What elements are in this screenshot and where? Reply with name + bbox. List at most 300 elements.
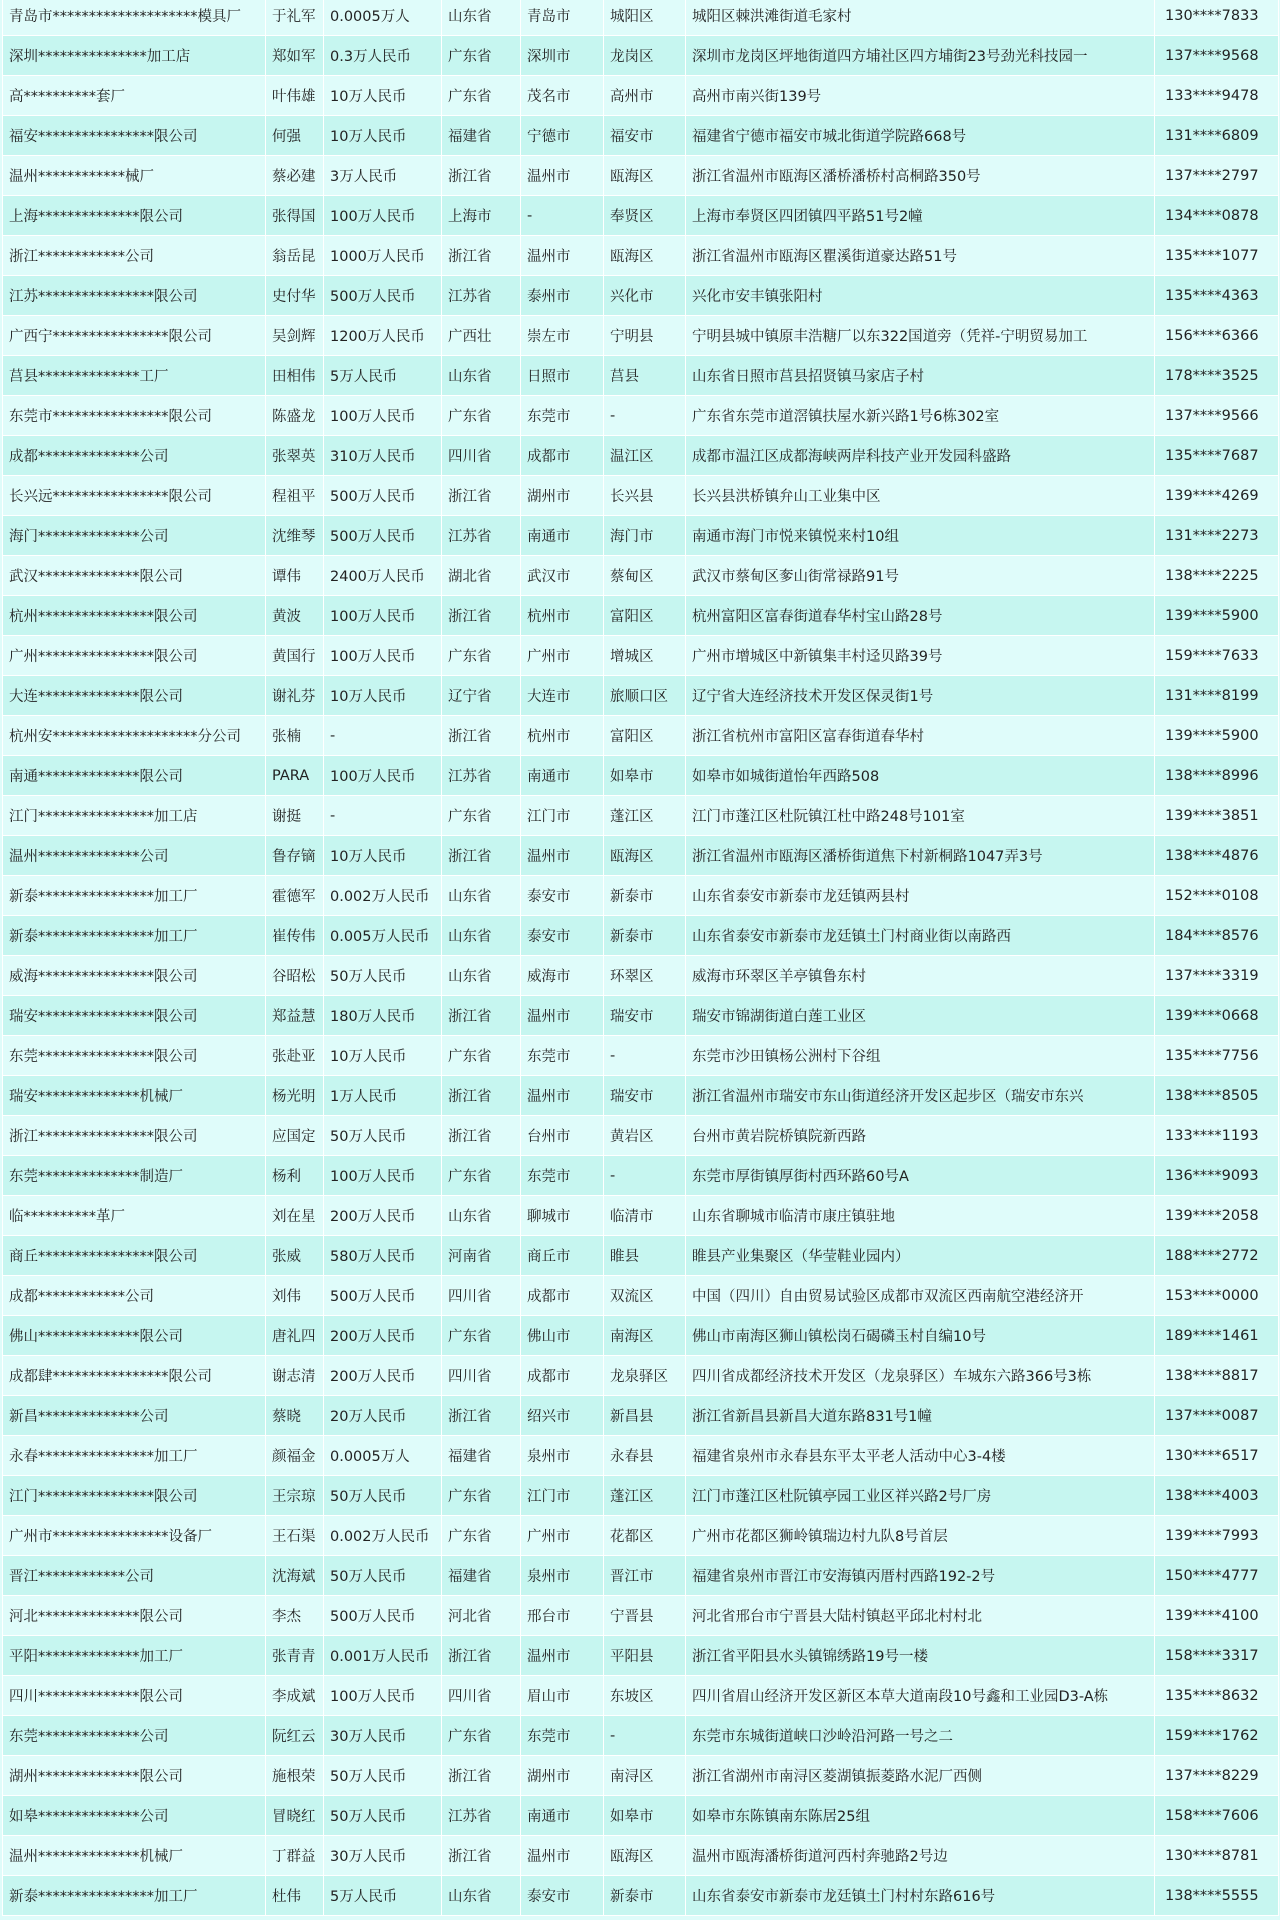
province-cell: 广东省: [442, 36, 521, 76]
registered-capital-cell: 1000万人民币: [324, 236, 442, 276]
contact-name-cell: 张威: [266, 1236, 324, 1276]
contact-name-cell: 张青青: [266, 1636, 324, 1676]
phone-cell: 138****8505: [1155, 1076, 1279, 1116]
phone-cell: 137****9568: [1155, 36, 1279, 76]
phone-cell: 133****1193: [1155, 1116, 1279, 1156]
phone-cell: 184****8576: [1155, 916, 1279, 956]
city-cell: 泉州市: [521, 1436, 604, 1476]
province-cell: 广东省: [442, 796, 521, 836]
contact-name-cell: 谷昭松: [266, 956, 324, 996]
city-cell: 江门市: [521, 796, 604, 836]
registered-capital-cell: 100万人民币: [324, 196, 442, 236]
city-cell: 泰州市: [521, 276, 604, 316]
province-cell: 浙江省: [442, 1076, 521, 1116]
phone-cell: 158****7606: [1155, 1796, 1279, 1836]
company-name-cell: 温州**************机械厂: [3, 1836, 266, 1876]
phone-cell: 158****3317: [1155, 1636, 1279, 1676]
contact-name-cell: 应国定: [266, 1116, 324, 1156]
company-name-cell: 成都**************公司: [3, 436, 266, 476]
province-cell: 江苏省: [442, 756, 521, 796]
contact-name-cell: 杜伟: [266, 1876, 324, 1916]
district-cell: 新泰市: [604, 1876, 686, 1916]
city-cell: 台州市: [521, 1116, 604, 1156]
table-row: [3, 396, 1279, 436]
city-cell: 成都市: [521, 1356, 604, 1396]
table-row: [3, 1396, 1279, 1436]
province-cell: 山东省: [442, 356, 521, 396]
province-cell: 浙江省: [442, 1396, 521, 1436]
address-cell: 东莞市东城街道峡口沙岭沿河路一号之二: [686, 1716, 1155, 1756]
province-cell: 四川省: [442, 1356, 521, 1396]
registered-capital-cell: 310万人民币: [324, 436, 442, 476]
company-name-cell: 东莞****************限公司: [3, 1036, 266, 1076]
district-cell: 蓬江区: [604, 1476, 686, 1516]
table-row: [3, 956, 1279, 996]
address-cell: 浙江省温州市瓯海区瞿溪街道豪达路51号: [686, 236, 1155, 276]
contact-name-cell: 颜福金: [266, 1436, 324, 1476]
district-cell: 富阳区: [604, 596, 686, 636]
contact-name-cell: 丁群益: [266, 1836, 324, 1876]
contact-name-cell: 刘伟: [266, 1276, 324, 1316]
address-cell: 广东省东莞市道滘镇扶屋水新兴路1号6栋302室: [686, 396, 1155, 436]
phone-cell: 159****7633: [1155, 636, 1279, 676]
province-cell: 广东省: [442, 1316, 521, 1356]
district-cell: 南海区: [604, 1316, 686, 1356]
province-cell: 广西壮: [442, 316, 521, 356]
district-cell: 永春县: [604, 1436, 686, 1476]
company-name-cell: 南通**************限公司: [3, 756, 266, 796]
city-cell: 佛山市: [521, 1316, 604, 1356]
table-row: [3, 36, 1279, 76]
contact-name-cell: 张赴亚: [266, 1036, 324, 1076]
district-cell: 宁晋县: [604, 1596, 686, 1636]
province-cell: 河北省: [442, 1596, 521, 1636]
city-cell: 邢台市: [521, 1596, 604, 1636]
district-cell: 富阳区: [604, 716, 686, 756]
province-cell: 福建省: [442, 1436, 521, 1476]
table-row: [3, 116, 1279, 156]
district-cell: 高州市: [604, 76, 686, 116]
city-cell: 深圳市: [521, 36, 604, 76]
district-cell: 新泰市: [604, 876, 686, 916]
registered-capital-cell: 500万人民币: [324, 276, 442, 316]
registered-capital-cell: 200万人民币: [324, 1196, 442, 1236]
company-name-cell: 江苏****************限公司: [3, 276, 266, 316]
contact-name-cell: 程祖平: [266, 476, 324, 516]
company-name-cell: 浙江****************限公司: [3, 1116, 266, 1156]
registered-capital-cell: 50万人民币: [324, 1116, 442, 1156]
province-cell: 广东省: [442, 1156, 521, 1196]
contact-name-cell: 杨利: [266, 1156, 324, 1196]
table-row: [3, 1876, 1279, 1916]
registered-capital-cell: 5万人民币: [324, 356, 442, 396]
city-cell: 泰安市: [521, 876, 604, 916]
contact-name-cell: 黄国行: [266, 636, 324, 676]
company-name-cell: 佛山**************限公司: [3, 1316, 266, 1356]
address-cell: 福建省宁德市福安市城北街道学院路668号: [686, 116, 1155, 156]
province-cell: 浙江省: [442, 156, 521, 196]
company-name-cell: 商丘****************限公司: [3, 1236, 266, 1276]
city-cell: 绍兴市: [521, 1396, 604, 1436]
registered-capital-cell: 0.002万人民币: [324, 876, 442, 916]
city-cell: 杭州市: [521, 596, 604, 636]
province-cell: 湖北省: [442, 556, 521, 596]
table-row: [3, 316, 1279, 356]
contact-name-cell: 郑益慧: [266, 996, 324, 1036]
province-cell: 浙江省: [442, 716, 521, 756]
province-cell: 浙江省: [442, 996, 521, 1036]
contact-name-cell: 施根荣: [266, 1756, 324, 1796]
contact-name-cell: 鲁存镝: [266, 836, 324, 876]
city-cell: 聊城市: [521, 1196, 604, 1236]
district-cell: 福安市: [604, 116, 686, 156]
province-cell: 浙江省: [442, 1116, 521, 1156]
table-row: [3, 1276, 1279, 1316]
table-row: [3, 596, 1279, 636]
city-cell: 茂名市: [521, 76, 604, 116]
city-cell: 成都市: [521, 1276, 604, 1316]
city-cell: 东莞市: [521, 396, 604, 436]
phone-cell: 188****2772: [1155, 1236, 1279, 1276]
company-name-cell: 长兴远****************限公司: [3, 476, 266, 516]
city-cell: 温州市: [521, 836, 604, 876]
province-cell: 江苏省: [442, 516, 521, 556]
address-cell: 深圳市龙岗区坪地街道四方埔社区四方埔街23号劲光科技园一: [686, 36, 1155, 76]
contact-name-cell: 沈维琴: [266, 516, 324, 556]
city-cell: 湖州市: [521, 476, 604, 516]
address-cell: 河北省邢台市宁晋县大陆村镇赵平邱北村村北: [686, 1596, 1155, 1636]
company-name-cell: 高**********套厂: [3, 76, 266, 116]
table-row: [3, 836, 1279, 876]
table-row: [3, 156, 1279, 196]
phone-cell: 159****1762: [1155, 1716, 1279, 1756]
contact-name-cell: 李杰: [266, 1596, 324, 1636]
province-cell: 浙江省: [442, 1636, 521, 1676]
address-cell: 高州市南兴街139号: [686, 76, 1155, 116]
table-row: [3, 236, 1279, 276]
city-cell: -: [521, 196, 604, 236]
province-cell: 河南省: [442, 1236, 521, 1276]
city-cell: 泉州市: [521, 1556, 604, 1596]
phone-cell: 139****3851: [1155, 796, 1279, 836]
table-row: [3, 1076, 1279, 1116]
city-cell: 温州市: [521, 1636, 604, 1676]
registered-capital-cell: 100万人民币: [324, 1156, 442, 1196]
district-cell: 海门市: [604, 516, 686, 556]
phone-cell: 138****4003: [1155, 1476, 1279, 1516]
address-cell: 山东省泰安市新泰市龙廷镇土门村村东路616号: [686, 1876, 1155, 1916]
city-cell: 温州市: [521, 236, 604, 276]
phone-cell: 135****8632: [1155, 1676, 1279, 1716]
province-cell: 广东省: [442, 396, 521, 436]
phone-cell: 138****2225: [1155, 556, 1279, 596]
address-cell: 山东省泰安市新泰市龙廷镇两县村: [686, 876, 1155, 916]
company-name-cell: 永春****************加工厂: [3, 1436, 266, 1476]
province-cell: 江苏省: [442, 1796, 521, 1836]
phone-cell: 135****7756: [1155, 1036, 1279, 1076]
city-cell: 东莞市: [521, 1156, 604, 1196]
company-name-cell: 广西宁****************限公司: [3, 316, 266, 356]
district-cell: 瓯海区: [604, 836, 686, 876]
company-name-cell: 新昌**************公司: [3, 1396, 266, 1436]
contact-name-cell: 谢礼芬: [266, 676, 324, 716]
company-name-cell: 东莞**************公司: [3, 1716, 266, 1756]
table-row: [3, 996, 1279, 1036]
registered-capital-cell: 20万人民币: [324, 1396, 442, 1436]
table-row: [3, 356, 1279, 396]
registered-capital-cell: 50万人民币: [324, 1796, 442, 1836]
address-cell: 杭州富阳区富春街道春华村宝山路28号: [686, 596, 1155, 636]
registered-capital-cell: 100万人民币: [324, 636, 442, 676]
address-cell: 台州市黄岩院桥镇院新西路: [686, 1116, 1155, 1156]
city-cell: 温州市: [521, 996, 604, 1036]
contact-name-cell: 谢志清: [266, 1356, 324, 1396]
district-cell: 晋江市: [604, 1556, 686, 1596]
phone-cell: 139****5900: [1155, 596, 1279, 636]
city-cell: 东莞市: [521, 1716, 604, 1756]
company-name-cell: 新泰****************加工厂: [3, 876, 266, 916]
district-cell: -: [604, 1036, 686, 1076]
phone-cell: 139****5900: [1155, 716, 1279, 756]
district-cell: 增城区: [604, 636, 686, 676]
registered-capital-cell: 100万人民币: [324, 396, 442, 436]
registered-capital-cell: 10万人民币: [324, 676, 442, 716]
city-cell: 南通市: [521, 516, 604, 556]
registered-capital-cell: 200万人民币: [324, 1356, 442, 1396]
registered-capital-cell: 10万人民币: [324, 836, 442, 876]
address-cell: 福建省泉州市永春县东平太平老人活动中心3-4楼: [686, 1436, 1155, 1476]
district-cell: 瓯海区: [604, 156, 686, 196]
table-row: [3, 1556, 1279, 1596]
table-row: [3, 516, 1279, 556]
district-cell: 南浔区: [604, 1756, 686, 1796]
table-row: [3, 1476, 1279, 1516]
company-name-cell: 四川**************限公司: [3, 1676, 266, 1716]
contact-name-cell: 张得国: [266, 196, 324, 236]
district-cell: 睢县: [604, 1236, 686, 1276]
district-cell: 平阳县: [604, 1636, 686, 1676]
district-cell: 瓯海区: [604, 236, 686, 276]
city-cell: 温州市: [521, 156, 604, 196]
company-name-cell: 温州************械厂: [3, 156, 266, 196]
table-row: [3, 676, 1279, 716]
phone-cell: 131****2273: [1155, 516, 1279, 556]
contact-name-cell: 张楠: [266, 716, 324, 756]
table-row: [3, 476, 1279, 516]
registered-capital-cell: 500万人民币: [324, 1596, 442, 1636]
address-cell: 浙江省温州市瓯海区潘桥潘桥村高桐路350号: [686, 156, 1155, 196]
address-cell: 山东省泰安市新泰市龙廷镇土门村商业街以南路西: [686, 916, 1155, 956]
registered-capital-cell: 0.0005万人: [324, 0, 442, 36]
table-row: [3, 876, 1279, 916]
district-cell: 温江区: [604, 436, 686, 476]
registered-capital-cell: 3万人民币: [324, 156, 442, 196]
table-row: [3, 916, 1279, 956]
contact-name-cell: 翁岳昆: [266, 236, 324, 276]
district-cell: 蓬江区: [604, 796, 686, 836]
address-cell: 长兴县洪桥镇弁山工业集中区: [686, 476, 1155, 516]
province-cell: 浙江省: [442, 1756, 521, 1796]
registered-capital-cell: 50万人民币: [324, 956, 442, 996]
address-cell: 四川省成都经济技术开发区（龙泉驿区）车城东六路366号3栋: [686, 1356, 1155, 1396]
registered-capital-cell: 0.005万人民币: [324, 916, 442, 956]
table-row: [3, 1156, 1279, 1196]
city-cell: 湖州市: [521, 1756, 604, 1796]
phone-cell: 130****6517: [1155, 1436, 1279, 1476]
company-name-cell: 如皋**************公司: [3, 1796, 266, 1836]
district-cell: 兴化市: [604, 276, 686, 316]
province-cell: 浙江省: [442, 236, 521, 276]
registered-capital-cell: 10万人民币: [324, 1036, 442, 1076]
contact-name-cell: 王宗琼: [266, 1476, 324, 1516]
city-cell: 温州市: [521, 1836, 604, 1876]
company-name-cell: 威海****************限公司: [3, 956, 266, 996]
contact-name-cell: 霍德军: [266, 876, 324, 916]
company-name-cell: 江门****************限公司: [3, 1476, 266, 1516]
phone-cell: 133****9478: [1155, 76, 1279, 116]
contact-name-cell: 李成斌: [266, 1676, 324, 1716]
phone-cell: 137****2797: [1155, 156, 1279, 196]
table-row: [3, 1636, 1279, 1676]
address-cell: 如皋市如城街道怡年西路508: [686, 756, 1155, 796]
province-cell: 广东省: [442, 1476, 521, 1516]
district-cell: 环翠区: [604, 956, 686, 996]
province-cell: 浙江省: [442, 596, 521, 636]
company-name-cell: 杭州****************限公司: [3, 596, 266, 636]
company-name-cell: 大连**************限公司: [3, 676, 266, 716]
registered-capital-cell: 1万人民币: [324, 1076, 442, 1116]
contact-name-cell: 史付华: [266, 276, 324, 316]
table-row: [3, 1436, 1279, 1476]
city-cell: 威海市: [521, 956, 604, 996]
phone-cell: 131****6809: [1155, 116, 1279, 156]
city-cell: 江门市: [521, 1476, 604, 1516]
province-cell: 广东省: [442, 1716, 521, 1756]
company-name-cell: 成都肆****************限公司: [3, 1356, 266, 1396]
registered-capital-cell: 30万人民币: [324, 1836, 442, 1876]
province-cell: 山东省: [442, 0, 521, 36]
phone-cell: 130****8781: [1155, 1836, 1279, 1876]
phone-cell: 139****4100: [1155, 1596, 1279, 1636]
company-name-cell: 广州市****************设备厂: [3, 1516, 266, 1556]
table-row: [3, 716, 1279, 756]
contact-name-cell: 蔡必建: [266, 156, 324, 196]
district-cell: 莒县: [604, 356, 686, 396]
district-cell: 奉贤区: [604, 196, 686, 236]
district-cell: -: [604, 396, 686, 436]
registered-capital-cell: 5万人民币: [324, 1876, 442, 1916]
province-cell: 浙江省: [442, 1836, 521, 1876]
contact-name-cell: 冒晓红: [266, 1796, 324, 1836]
province-cell: 福建省: [442, 116, 521, 156]
province-cell: 上海市: [442, 196, 521, 236]
phone-cell: 189****1461: [1155, 1316, 1279, 1356]
contact-name-cell: 田相伟: [266, 356, 324, 396]
province-cell: 四川省: [442, 1676, 521, 1716]
phone-cell: 135****4363: [1155, 276, 1279, 316]
table-row: [3, 196, 1279, 236]
table-row: [3, 1356, 1279, 1396]
address-cell: 山东省聊城市临清市康庄镇驻地: [686, 1196, 1155, 1236]
phone-cell: 139****7993: [1155, 1516, 1279, 1556]
city-cell: 青岛市: [521, 0, 604, 36]
contact-name-cell: 黄波: [266, 596, 324, 636]
province-cell: 浙江省: [442, 836, 521, 876]
contact-name-cell: 唐礼四: [266, 1316, 324, 1356]
city-cell: 南通市: [521, 756, 604, 796]
company-directory-table: [2, 0, 1279, 1916]
company-name-cell: 武汉**************限公司: [3, 556, 266, 596]
table-row: [3, 1676, 1279, 1716]
registered-capital-cell: 500万人民币: [324, 476, 442, 516]
registered-capital-cell: 50万人民币: [324, 1476, 442, 1516]
company-name-cell: 深圳***************加工店: [3, 36, 266, 76]
address-cell: 浙江省杭州市富阳区富春街道春华村: [686, 716, 1155, 756]
company-name-cell: 青岛市********************模具厂: [3, 0, 266, 36]
district-cell: 蔡甸区: [604, 556, 686, 596]
registered-capital-cell: 100万人民币: [324, 756, 442, 796]
company-name-cell: 海门**************公司: [3, 516, 266, 556]
district-cell: 如皋市: [604, 756, 686, 796]
province-cell: 广东省: [442, 76, 521, 116]
registered-capital-cell: 50万人民币: [324, 1556, 442, 1596]
province-cell: 山东省: [442, 1876, 521, 1916]
registered-capital-cell: 100万人民币: [324, 596, 442, 636]
registered-capital-cell: -: [324, 716, 442, 756]
district-cell: 宁明县: [604, 316, 686, 356]
province-cell: 浙江省: [442, 476, 521, 516]
table-row: [3, 1716, 1279, 1756]
registered-capital-cell: 580万人民币: [324, 1236, 442, 1276]
contact-name-cell: PARA: [266, 756, 324, 796]
phone-cell: 138****5555: [1155, 1876, 1279, 1916]
district-cell: 龙岗区: [604, 36, 686, 76]
table-row: [3, 1796, 1279, 1836]
company-name-cell: 上海**************限公司: [3, 196, 266, 236]
address-cell: 成都市温江区成都海峡两岸科技产业开发园科盛路: [686, 436, 1155, 476]
district-cell: 如皋市: [604, 1796, 686, 1836]
contact-name-cell: 谢挺: [266, 796, 324, 836]
district-cell: 黄岩区: [604, 1116, 686, 1156]
contact-name-cell: 吴剑辉: [266, 316, 324, 356]
district-cell: 东坡区: [604, 1676, 686, 1716]
city-cell: 泰安市: [521, 1876, 604, 1916]
city-cell: 商丘市: [521, 1236, 604, 1276]
address-cell: 城阳区棘洪滩街道毛家村: [686, 0, 1155, 36]
contact-name-cell: 刘在星: [266, 1196, 324, 1236]
contact-name-cell: 沈海斌: [266, 1556, 324, 1596]
district-cell: 花都区: [604, 1516, 686, 1556]
registered-capital-cell: 200万人民币: [324, 1316, 442, 1356]
city-cell: 崇左市: [521, 316, 604, 356]
province-cell: 四川省: [442, 1276, 521, 1316]
address-cell: 东莞市沙田镇杨公洲村下谷组: [686, 1036, 1155, 1076]
contact-name-cell: 蔡晓: [266, 1396, 324, 1436]
city-cell: 武汉市: [521, 556, 604, 596]
table-row: [3, 1116, 1279, 1156]
address-cell: 佛山市南海区狮山镇松岗石碣磷玉村自编10号: [686, 1316, 1155, 1356]
registered-capital-cell: -: [324, 796, 442, 836]
contact-name-cell: 郑如军: [266, 36, 324, 76]
address-cell: 温州市瓯海潘桥街道河西村奔驰路2号边: [686, 1836, 1155, 1876]
contact-name-cell: 王石渠: [266, 1516, 324, 1556]
table-row: [3, 1236, 1279, 1276]
contact-name-cell: 于礼军: [266, 0, 324, 36]
phone-cell: 138****8817: [1155, 1356, 1279, 1396]
address-cell: 广州市花都区狮岭镇瑞边村九队8号首层: [686, 1516, 1155, 1556]
phone-cell: 130****7833: [1155, 0, 1279, 36]
province-cell: 广东省: [442, 1036, 521, 1076]
